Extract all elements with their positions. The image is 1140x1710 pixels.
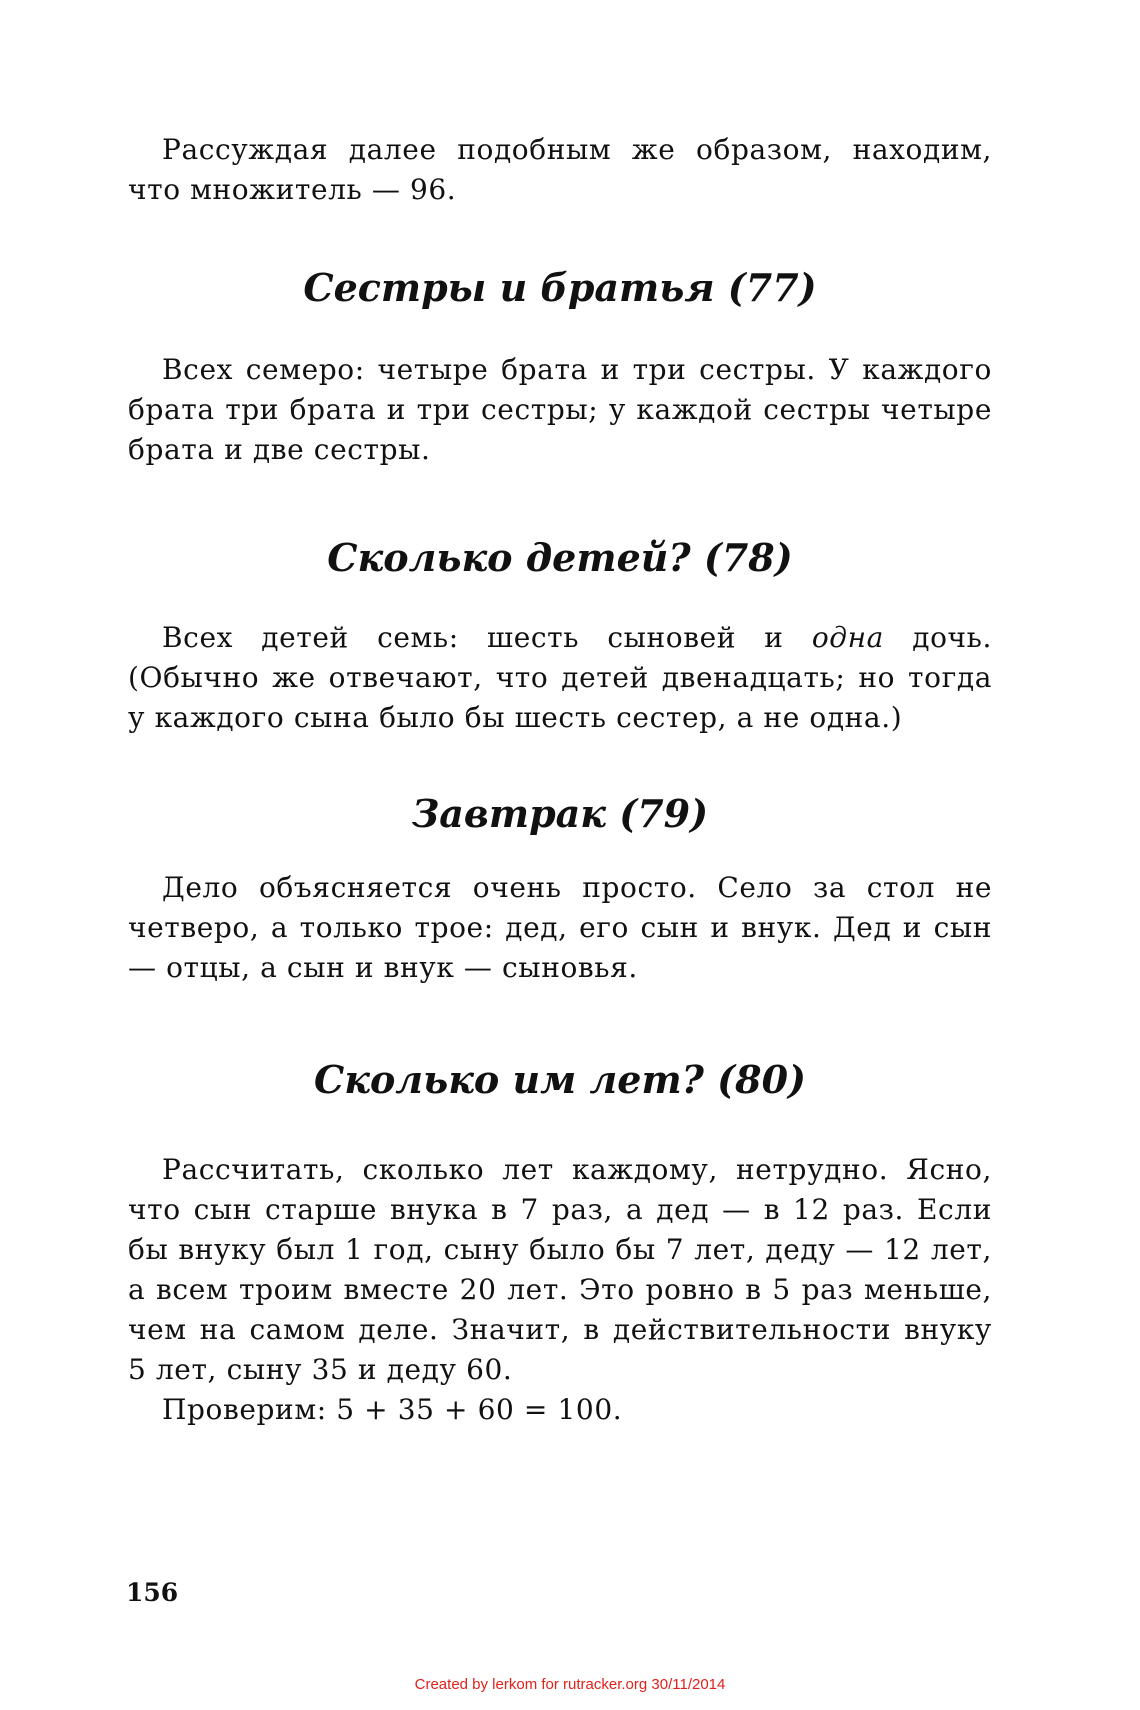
answer-80-paragraph: Рассчитать, сколько лет каждому, нетрудно. Ясно, что сын старше внука в 7 раз, а дед — в 12 раз. Если бы внуку был 1 год, сыну было бы 7 лет, деду — 12 лет, а всем троим вместе 20 лет. Это ровно в 5 раз меньше, чем на самом деле. Значит, в действительности внуку 5 лет, сыну 35 и деду 60. xyxy=(128,1153,992,1386)
answer-78-paragraph xyxy=(128,618,992,738)
intro-paragraph: Рассуждая далее подобным же образом, находим, что множитель — 96. xyxy=(128,133,992,206)
answer-78-emphasis: одна xyxy=(811,621,884,654)
heading-how-old-are-they: Сколько им лет? (80) xyxy=(314,1057,806,1102)
answer-78-text-end: дочь. (Обычно же отвечают, что детей двенадцать; но тогда у каждого сына было бы шесть сестер, а не одна.) xyxy=(128,621,992,734)
heading-sisters-and-brothers: Сестры и братья (77) xyxy=(303,265,817,310)
heading-breakfast: Завтрак (79) xyxy=(411,791,709,836)
answer-80-check: Проверим: 5 + 35 + 60 = 100. xyxy=(162,1393,623,1426)
answer-77-paragraph: Всех семеро: четыре брата и три сестры. У каждого брата три брата и три сестры; у каждой сестры четыре брата и две сестры. xyxy=(128,353,992,466)
footer-watermark-text: Created by lerkom for rutracker.org 30/11/2014 xyxy=(414,1676,726,1693)
answer-78-text-start: Всех детей семь: шесть сыновей и xyxy=(162,621,812,654)
page-number: 156 xyxy=(126,1578,179,1607)
answer-79-paragraph: Дело объясняется очень просто. Село за стол не четверо, а только трое: дед, его сын и внук. Дед и сын — отцы, а сын и внук — сыновья. xyxy=(128,871,992,984)
heading-how-many-children: Сколько детей? (78) xyxy=(327,535,793,580)
